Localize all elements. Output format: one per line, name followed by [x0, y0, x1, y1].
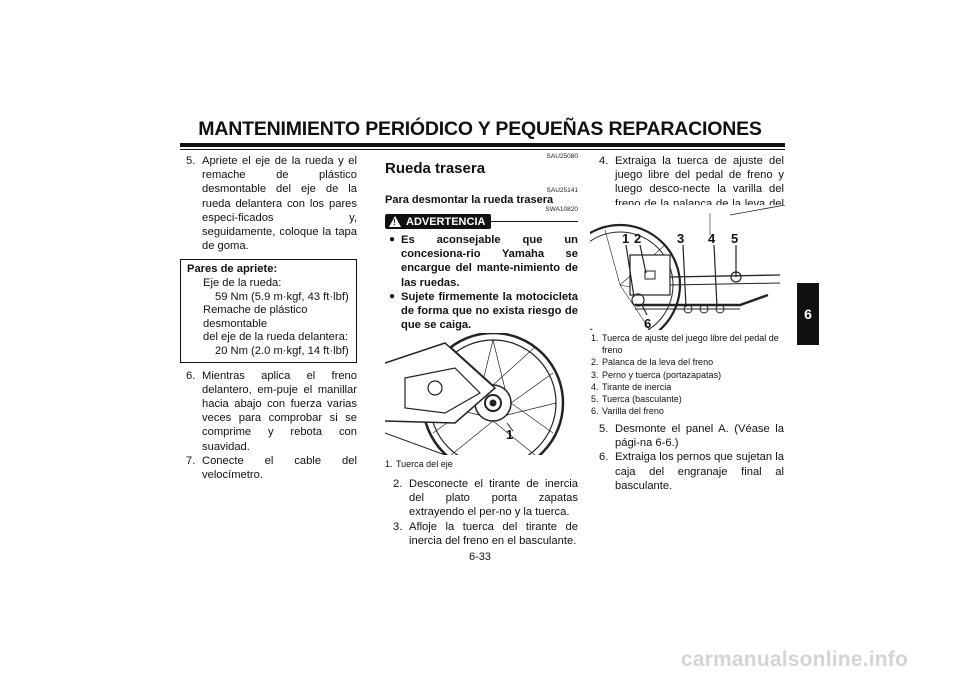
warning-body: [385, 233, 578, 332]
step-5b: 5. Desmonte el panel A. (Véase la pági-na 6-6.): [599, 423, 784, 450]
caption-item: 3. Perno y tuerca (portazapatas): [591, 369, 722, 380]
warning-badge: ! ADVERTENCIA: [385, 214, 491, 229]
step-7: 7. Conecte el cable del velocímetro.: [186, 454, 357, 481]
step-6: 6. Mientras aplica el freno delantero, em-puje el manillar hacia abajo con fuerza varias veces para comprobar si se comprime y rebota con suavidad.: [186, 369, 357, 453]
column-2: SAU25080 Rueda trasera SAU25141 Para desmontar la rueda trasera SWA10820 ! ADVERTENCIA ● Es aconsejable que un concesiona-rio Yamaha se encargue del mante-nimiento de las ruedas. ● Sujete firmemente la motocicleta de forma que no exista riesgo de que se caiga. 1. Afloje la tuerca del eje.: [385, 153, 578, 353]
caption-item: 5. Tuerca (basculante): [591, 394, 682, 405]
caption-item: 1. Tuerca de ajuste del juego libre del pedal de freno: [591, 333, 779, 356]
column-3-steps: [599, 422, 784, 493]
step-5: 5. Apriete el eje de la rueda y el remache de plástico desmontable del eje de la rueda delantera con los pares especi-ficados y, seguidamente, coloque la tapa de goma.: [186, 155, 357, 253]
caption-item: 6. Varilla del freno: [591, 406, 664, 417]
torque-box: Pares de apriete: Eje de la rueda: 59 Nm (5.9 m·kgf, 43 ft·lbf) Remache de plástico desmontable del eje de la rueda delantera: 20 Nm (2.0 m·kgf, 14 ft·lbf): [180, 259, 357, 362]
figure-label-1: 1: [506, 427, 514, 442]
brake-label-6: 6: [644, 316, 652, 330]
watermark: carmanualsonline.info: [680, 648, 908, 671]
caption-item: 2. Palanca de la leva del freno: [591, 357, 714, 368]
subheading: Para desmontar la rueda trasera: [385, 194, 554, 206]
brake-label-5: 5: [731, 231, 739, 246]
warning-bullet-1: ● Es aconsejable que un concesiona-rio Yamaha se encargue del mante-nimiento de las ruedas.: [389, 234, 578, 289]
bullet-icon: ●: [389, 234, 396, 245]
title-rule: [180, 143, 785, 147]
title-rule-thin: [180, 149, 785, 150]
warning-header: [385, 214, 578, 229]
brake-label-1: 1: [622, 231, 630, 246]
brake-label-2: 2: [634, 231, 642, 246]
caption-item: 4. Tirante de inercia: [591, 381, 672, 392]
figure-1-caption: 1. Tuerca del eje: [385, 459, 453, 469]
step-4: 4. Extraiga la tuerca de ajuste del juego libre del pedal de freno y luego desco-necte la varilla del freno de la palanca de la leva del freno.: [599, 155, 784, 224]
brake-label-3: 3: [677, 231, 685, 246]
column-1: [186, 154, 357, 482]
rear-axle-figure: [385, 333, 578, 455]
step-3: 3. Afloje la tuerca del tirante de inercia del freno en el basculante.: [393, 520, 578, 547]
bullet-icon: ●: [389, 290, 396, 302]
step-6b: 6. Extraiga los pernos que sujetan la caja del engranaje final al basculante.: [599, 451, 784, 492]
brake-label-4: 4: [708, 231, 716, 246]
warning-bullet-2: ● Sujete firmemente la motocicleta de forma que no exista riesgo de que se caiga.: [389, 290, 578, 332]
column-2-steps: [393, 477, 578, 548]
chapter-tab[interactable]: 6: [797, 283, 819, 345]
brake-figure: [590, 205, 785, 330]
step-1: 1. Afloje la tuerca del eje.: [393, 340, 523, 353]
warning-triangle-icon: !: [389, 216, 401, 227]
page-title: MANTENIMIENTO PERIÓDICO Y PEQUEÑAS REPARACIONES: [198, 118, 762, 140]
figure-2-captions: [591, 332, 784, 417]
page-number: 6-33: [468, 551, 492, 563]
step-2: 2. Desconecte el tirante de inercia del plato porta zapatas extrayendo el per-no y la tuerca.: [393, 478, 578, 519]
section-heading: Rueda trasera: [385, 160, 486, 177]
